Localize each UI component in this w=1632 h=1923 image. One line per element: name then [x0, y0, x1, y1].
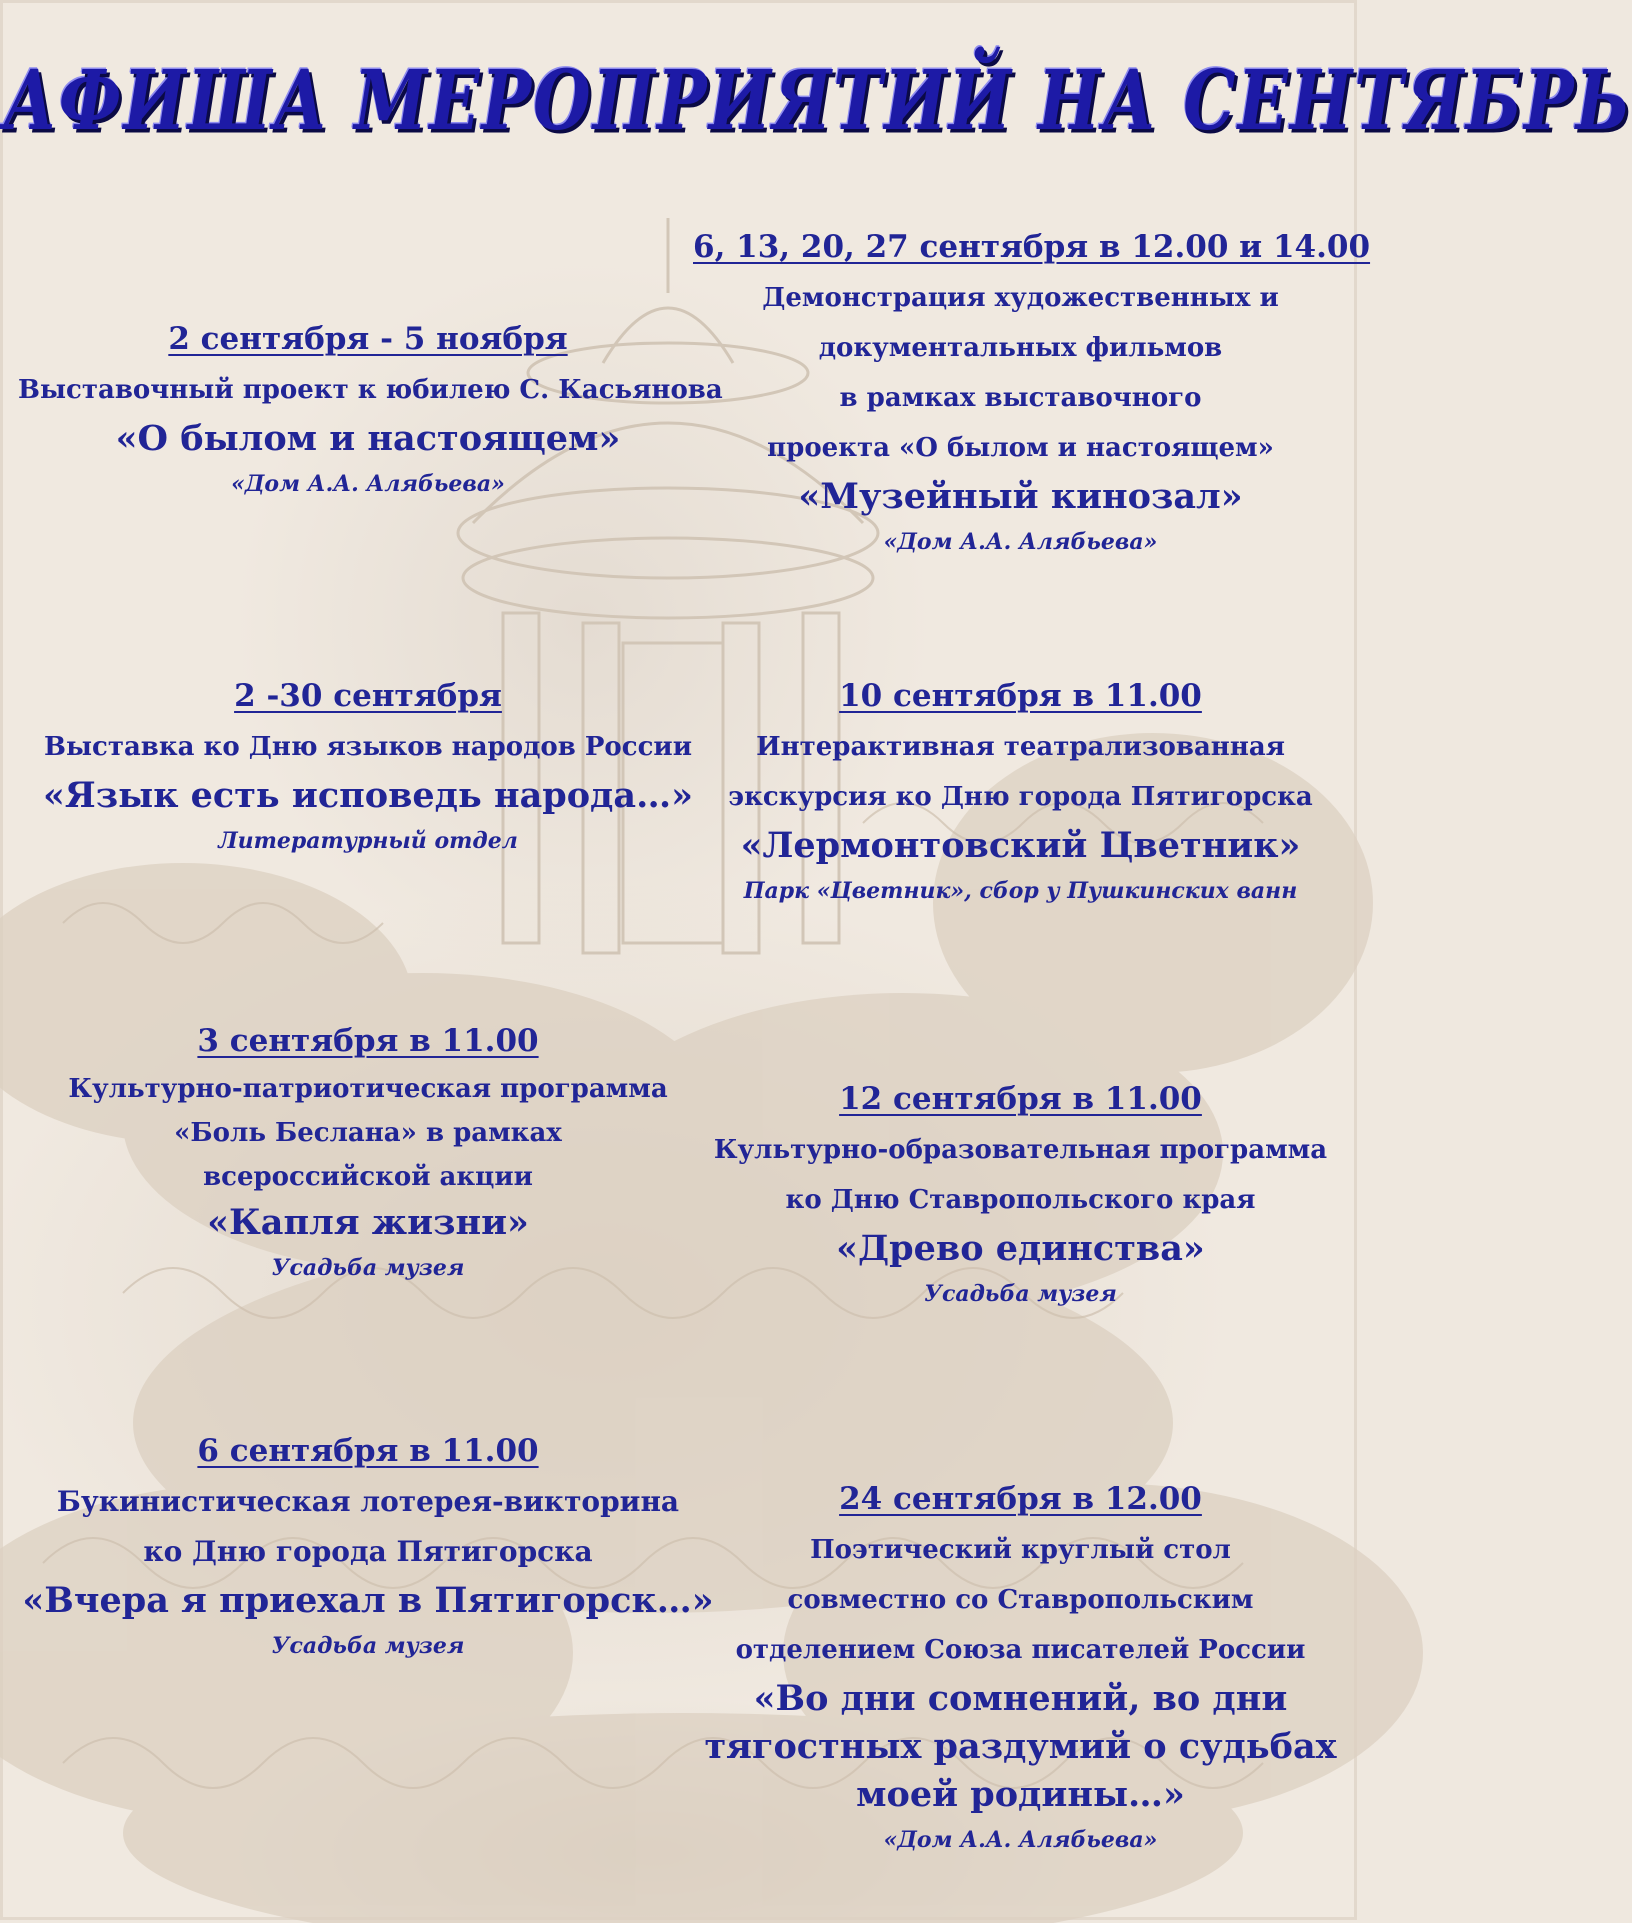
poster-title: АФИША МЕРОПРИЯТИЙ НА СЕНТЯБРЬ — [3, 51, 1632, 149]
event-name: моей родины…» — [856, 1774, 1185, 1815]
event-description: экскурсия ко Дню города Пятигорска — [728, 782, 1313, 812]
event-date: 10 сентября в 11.00 — [839, 678, 1202, 714]
event-place: Усадьба музея — [271, 1633, 465, 1659]
event-card — [693, 229, 1371, 555]
event-card — [18, 678, 718, 854]
event-name: «Лермонтовский Цветник» — [740, 825, 1301, 866]
event-name: «Язык есть исповедь народа…» — [43, 775, 693, 816]
event-name: тягостных раздумий о судьбах — [704, 1726, 1337, 1767]
event-name: «Древо единства» — [836, 1228, 1205, 1269]
event-place: Парк «Цветник», сбор у Пушкинских ванн — [743, 878, 1298, 904]
event-date: 2 -30 сентября — [234, 678, 502, 714]
event-card — [18, 321, 723, 497]
event-description: документальных фильмов — [818, 333, 1223, 363]
event-place: Усадьба музея — [271, 1255, 465, 1281]
event-description: ко Дню Ставропольского края — [785, 1185, 1256, 1215]
event-card — [693, 1081, 1348, 1307]
event-name: «Вчера я приехал в Пятигорск…» — [22, 1580, 714, 1621]
event-description: отделением Союза писателей России — [735, 1635, 1306, 1665]
event-place: «Дом А.А. Алябьева» — [883, 529, 1158, 555]
event-date: 6, 13, 20, 27 сентября в 12.00 и 14.00 — [693, 229, 1371, 265]
event-card — [18, 1433, 718, 1659]
event-place: Литературный отдел — [218, 828, 518, 854]
event-date: 3 сентября в 11.00 — [197, 1023, 539, 1059]
event-description: в рамках выставочного — [839, 383, 1202, 413]
event-name: «Музейный кинозал» — [798, 476, 1243, 517]
event-card — [18, 1023, 718, 1281]
event-place: «Дом А.А. Алябьева» — [231, 471, 505, 497]
event-description: всероссийской акции — [203, 1162, 533, 1192]
event-description: Демонстрация художественных и — [762, 283, 1279, 313]
event-place: Усадьба музея — [924, 1281, 1117, 1307]
event-description: Интерактивная театрализованная — [756, 732, 1285, 762]
event-date: 6 сентября в 11.00 — [197, 1433, 539, 1469]
event-description: ко Дню города Пятигорска — [143, 1535, 593, 1568]
event-description: Выставочный проект к юбилею С. Касьянова — [18, 375, 723, 405]
event-name: «Капля жизни» — [207, 1202, 529, 1243]
event-card — [693, 678, 1348, 904]
event-date: 2 сентября - 5 ноября — [168, 321, 568, 357]
event-description: Букинистическая лотерея-викторина — [56, 1485, 680, 1518]
event-description: проекта «О былом и настоящем» — [767, 433, 1274, 463]
event-description: совместно со Ставропольским — [787, 1585, 1254, 1615]
event-description: Поэтический круглый стол — [810, 1535, 1231, 1565]
event-description: Выставка ко Дню языков народов России — [43, 732, 692, 762]
event-card — [693, 1481, 1348, 1853]
event-date: 24 сентября в 12.00 — [839, 1481, 1202, 1517]
event-name: «О былом и настоящем» — [115, 418, 621, 459]
event-description: Культурно-патриотическая программа — [68, 1074, 668, 1104]
event-name: «Во дни сомнений, во дни — [753, 1678, 1288, 1719]
event-description: «Боль Беслана» в рамках — [174, 1118, 562, 1148]
event-date: 12 сентября в 11.00 — [839, 1081, 1202, 1117]
event-description: Культурно-образовательная программа — [713, 1135, 1328, 1165]
event-place: «Дом А.А. Алябьева» — [883, 1827, 1158, 1853]
